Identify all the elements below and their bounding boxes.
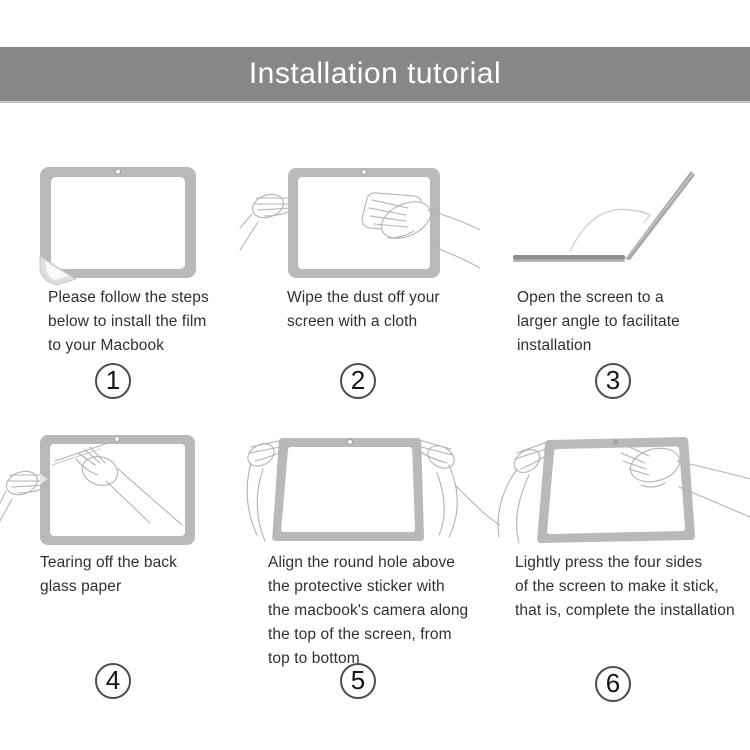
caption-line: Open the screen to a xyxy=(517,289,664,306)
caption-line: to your Macbook xyxy=(48,337,165,354)
banner-title: Installation tutorial xyxy=(248,57,502,90)
camera-icon xyxy=(348,440,353,445)
camera-icon xyxy=(362,170,367,175)
caption-line: below to install the film xyxy=(48,313,207,330)
caption-line: that is, complete the installation xyxy=(515,602,735,619)
caption-line: top to bottom xyxy=(268,650,360,667)
camera-icon xyxy=(115,169,120,174)
step-2-illustration xyxy=(238,158,480,290)
camera-icon xyxy=(613,440,618,445)
step-1-caption xyxy=(48,286,238,358)
caption-line: the top of the screen, from xyxy=(268,626,452,643)
step-3-caption xyxy=(517,286,717,358)
step-1-number-badge: 1 xyxy=(95,363,131,399)
caption-line: Lightly press the four sides xyxy=(515,554,703,571)
step-5-illustration xyxy=(243,423,500,555)
caption-line: Please follow the steps xyxy=(48,289,209,306)
step-4-illustration xyxy=(0,423,252,555)
caption-line: larger angle to facilitate xyxy=(517,313,680,330)
step-6-number-badge: 6 xyxy=(595,666,631,702)
caption-line: installation xyxy=(517,337,592,354)
step-4-caption xyxy=(40,551,230,599)
step-3-number-badge: 3 xyxy=(595,363,631,399)
banner xyxy=(0,47,750,103)
caption-line: glass paper xyxy=(40,578,122,595)
caption-line: the protective sticker with xyxy=(268,578,445,595)
camera-icon xyxy=(115,437,120,442)
step-2-number-badge: 2 xyxy=(340,363,376,399)
caption-line: Align the round hole above xyxy=(268,554,456,571)
step-6-caption xyxy=(515,551,745,623)
caption-line: screen with a cloth xyxy=(287,313,418,330)
step-5-caption xyxy=(268,551,478,671)
step-5-number-badge: 5 xyxy=(340,663,376,699)
step-4-number-badge: 4 xyxy=(95,663,131,699)
step-2-caption xyxy=(287,286,477,334)
holding-hand-icon xyxy=(240,190,292,250)
step-1-illustration xyxy=(18,160,238,286)
caption-line: the macbook's camera along xyxy=(268,602,469,619)
step-6-illustration xyxy=(483,423,750,555)
laptop-base xyxy=(513,255,625,260)
caption-line: of the screen to make it stick, xyxy=(515,578,719,595)
step-3-illustration xyxy=(500,158,740,280)
caption-line: Wipe the dust off your xyxy=(287,289,440,306)
caption-line: Tearing off the back xyxy=(40,554,177,571)
